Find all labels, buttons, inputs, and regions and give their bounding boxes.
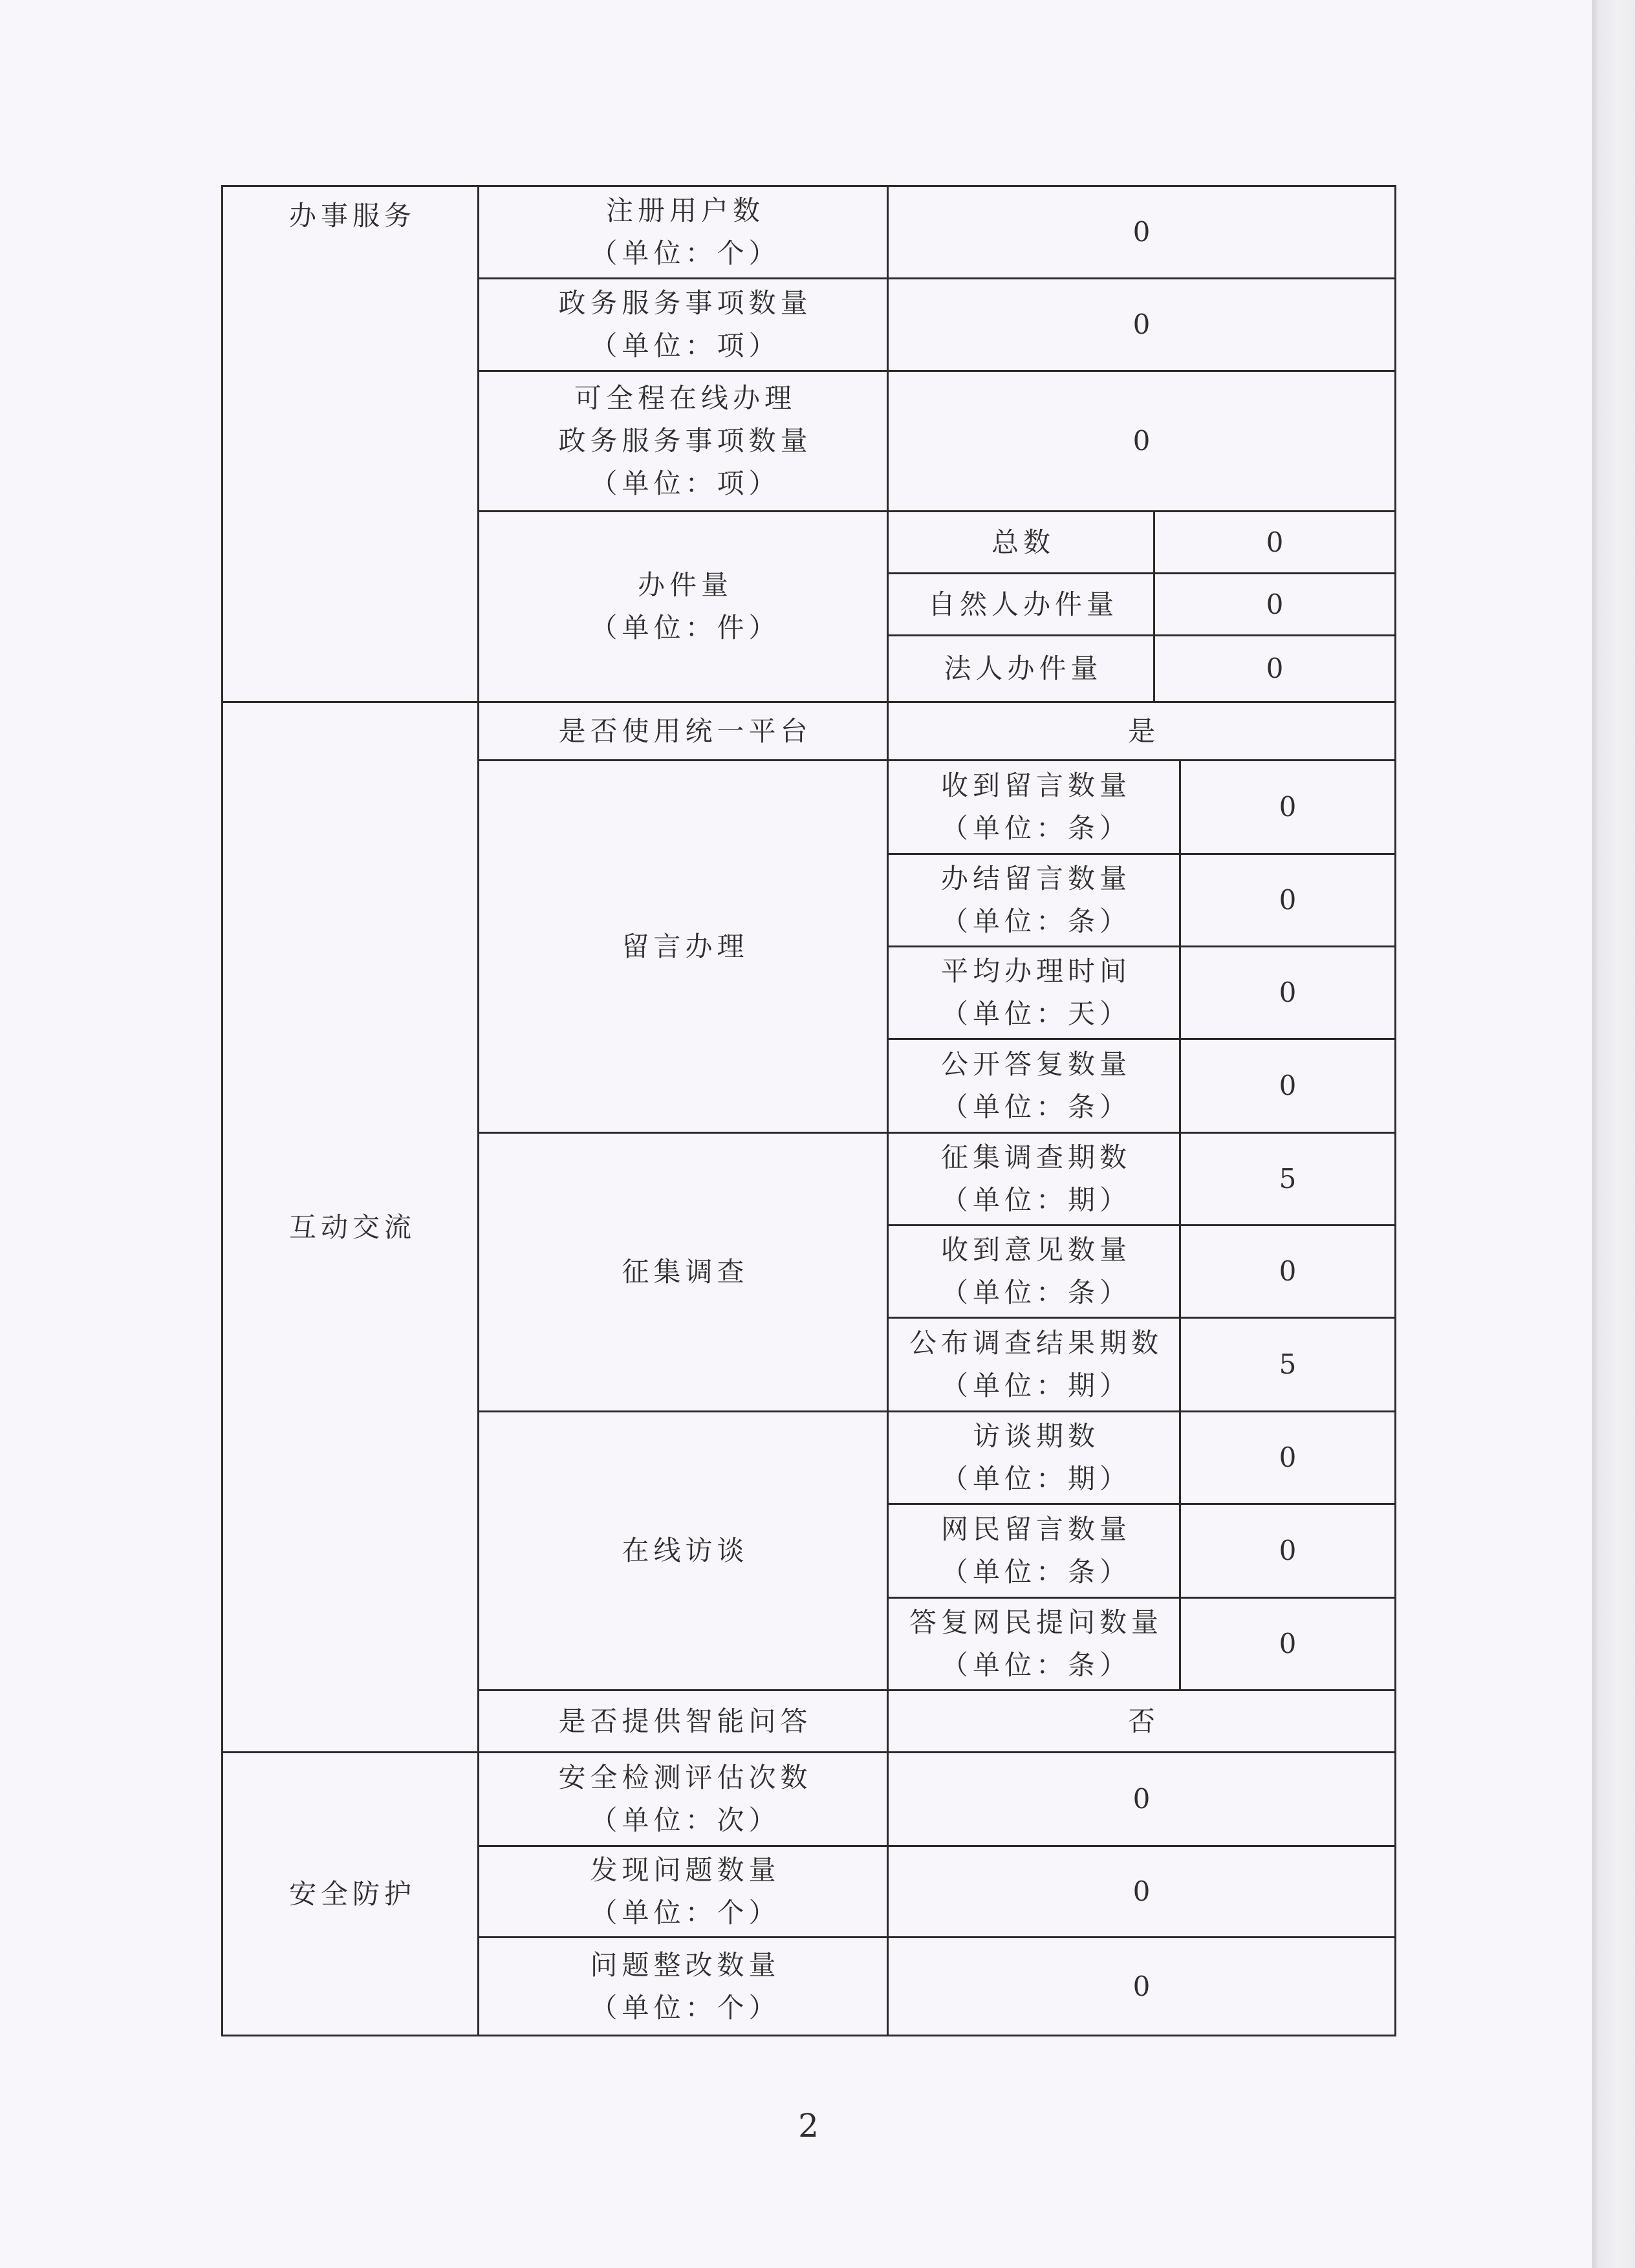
page-number: 2 bbox=[798, 2107, 819, 2144]
section-label-text: 办事服务 bbox=[288, 200, 416, 232]
row-unit-text: （单位：次） bbox=[590, 1804, 781, 1836]
value-interviews-messages: 0 bbox=[1180, 1504, 1396, 1598]
scan-edge bbox=[1592, 0, 1635, 2268]
value-registered-users: 0 bbox=[888, 186, 1396, 279]
row-label-registered-users bbox=[479, 186, 888, 279]
sub-label-text: 答复网民提问数量 bbox=[909, 1606, 1163, 1638]
sub-label-text: 公布调查结果期数 bbox=[909, 1327, 1163, 1359]
row-label-text: 问题整改数量 bbox=[590, 1949, 781, 1981]
value-surveys-opinions: 0 bbox=[1180, 1226, 1396, 1318]
sub-label-text: 访谈期数 bbox=[972, 1420, 1099, 1452]
sub-label-surveys-opinions bbox=[888, 1226, 1180, 1318]
sub-unit-text: （单位：条） bbox=[940, 1556, 1131, 1588]
sub-label-text: 公开答复数量 bbox=[940, 1048, 1131, 1080]
sub-label-messages-public-replies bbox=[888, 1039, 1180, 1133]
sub-label-text: 平均办理时间 bbox=[940, 955, 1131, 987]
row-label-unified-platform: 是否使用统一平台 bbox=[479, 702, 888, 761]
section-label-interaction bbox=[222, 702, 479, 1753]
value-messages-public-replies: 0 bbox=[1180, 1039, 1396, 1133]
sub-label-messages-received bbox=[888, 761, 1180, 854]
table-row bbox=[222, 186, 1396, 279]
sub-unit-text: （单位：天） bbox=[940, 998, 1131, 1030]
value-cases-total: 0 bbox=[1154, 512, 1396, 574]
row-label-messages: 留言办理 bbox=[479, 761, 888, 1133]
row-label-interviews: 在线访谈 bbox=[479, 1412, 888, 1690]
sub-label-cases-total: 总数 bbox=[888, 512, 1154, 574]
sub-label-messages-avg-time bbox=[888, 947, 1180, 1039]
value-interviews-count: 0 bbox=[1180, 1412, 1396, 1504]
row-label-surveys: 征集调查 bbox=[479, 1133, 888, 1412]
sub-label-text: 收到留言数量 bbox=[940, 770, 1131, 801]
sub-label-messages-closed bbox=[888, 854, 1180, 947]
statistics-table bbox=[221, 185, 1396, 2036]
sub-unit-text: （单位：条） bbox=[940, 1277, 1131, 1308]
row-label-text: 政务服务事项数量 bbox=[558, 287, 812, 319]
sub-label-surveys-count bbox=[888, 1133, 1180, 1226]
row-unit-text: （单位：件） bbox=[590, 612, 781, 643]
value-messages-received: 0 bbox=[1180, 761, 1396, 854]
value-issues-fixed: 0 bbox=[888, 1938, 1396, 2036]
sub-label-interviews-replies bbox=[888, 1598, 1180, 1690]
row-label-service-items bbox=[479, 279, 888, 371]
sub-unit-text: （单位：期） bbox=[940, 1370, 1131, 1401]
value-unified-platform: 是 bbox=[888, 702, 1396, 761]
row-unit-text: （单位：个） bbox=[590, 1991, 781, 2024]
sub-label-cases-legal-person: 法人办件量 bbox=[888, 636, 1154, 702]
sub-label-text: 征集调查期数 bbox=[940, 1141, 1131, 1173]
section-label-security bbox=[222, 1753, 479, 2036]
value-issues-found: 0 bbox=[888, 1846, 1396, 1938]
sub-unit-text: （单位：条） bbox=[940, 1649, 1131, 1681]
section-label-text: 安全防护 bbox=[288, 1877, 416, 1910]
sub-label-cases-natural-person: 自然人办件量 bbox=[888, 574, 1154, 636]
sub-unit-text: （单位：期） bbox=[940, 1463, 1131, 1495]
table-row bbox=[222, 1753, 1396, 1846]
sub-label-text: 网民留言数量 bbox=[940, 1513, 1131, 1545]
value-cases-legal-person: 0 bbox=[1154, 636, 1396, 702]
sub-unit-text: （单位：条） bbox=[940, 812, 1131, 844]
row-unit-text: （单位：项） bbox=[590, 468, 781, 499]
row-label-text: 政务服务事项数量 bbox=[558, 425, 812, 457]
section-label-text: 互动交流 bbox=[288, 1211, 416, 1243]
row-label-text: 办件量 bbox=[637, 569, 733, 601]
value-smart-qa: 否 bbox=[888, 1690, 1396, 1753]
sub-unit-text: （单位：期） bbox=[940, 1184, 1131, 1216]
sub-label-text: 办结留言数量 bbox=[940, 863, 1131, 894]
value-messages-closed: 0 bbox=[1180, 854, 1396, 947]
sub-label-interviews-messages bbox=[888, 1504, 1180, 1598]
value-surveys-count: 5 bbox=[1180, 1133, 1396, 1226]
value-cases-natural-person: 0 bbox=[1154, 574, 1396, 636]
value-security-checks: 0 bbox=[888, 1753, 1396, 1846]
value-service-items: 0 bbox=[888, 279, 1396, 371]
row-unit-text: （单位：个） bbox=[590, 237, 781, 269]
row-label-issues-fixed bbox=[479, 1938, 888, 2036]
value-messages-avg-time: 0 bbox=[1180, 947, 1396, 1039]
value-interviews-replies: 0 bbox=[1180, 1598, 1396, 1690]
sub-label-interviews-count bbox=[888, 1412, 1180, 1504]
row-label-text: 安全检测评估次数 bbox=[558, 1762, 812, 1793]
value-surveys-results: 5 bbox=[1180, 1318, 1396, 1412]
row-label-smart-qa: 是否提供智能问答 bbox=[479, 1690, 888, 1753]
row-label-issues-found bbox=[479, 1846, 888, 1938]
row-unit-text: （单位：项） bbox=[590, 330, 781, 362]
sub-unit-text: （单位：条） bbox=[940, 905, 1131, 937]
row-label-cases bbox=[479, 512, 888, 702]
sub-label-surveys-results bbox=[888, 1318, 1180, 1412]
section-label-service bbox=[222, 186, 479, 702]
sub-unit-text: （单位：条） bbox=[940, 1091, 1131, 1123]
table-row bbox=[222, 702, 1396, 761]
value-online-items: 0 bbox=[888, 371, 1396, 512]
row-label-text: 注册用户数 bbox=[605, 195, 764, 226]
row-unit-text: （单位：个） bbox=[590, 1897, 781, 1928]
row-label-text: 可全程在线办理 bbox=[574, 382, 796, 414]
row-label-security-checks bbox=[479, 1753, 888, 1846]
row-label-online-items bbox=[479, 371, 888, 512]
sub-label-text: 收到意见数量 bbox=[940, 1234, 1131, 1266]
row-label-text: 发现问题数量 bbox=[590, 1854, 781, 1886]
